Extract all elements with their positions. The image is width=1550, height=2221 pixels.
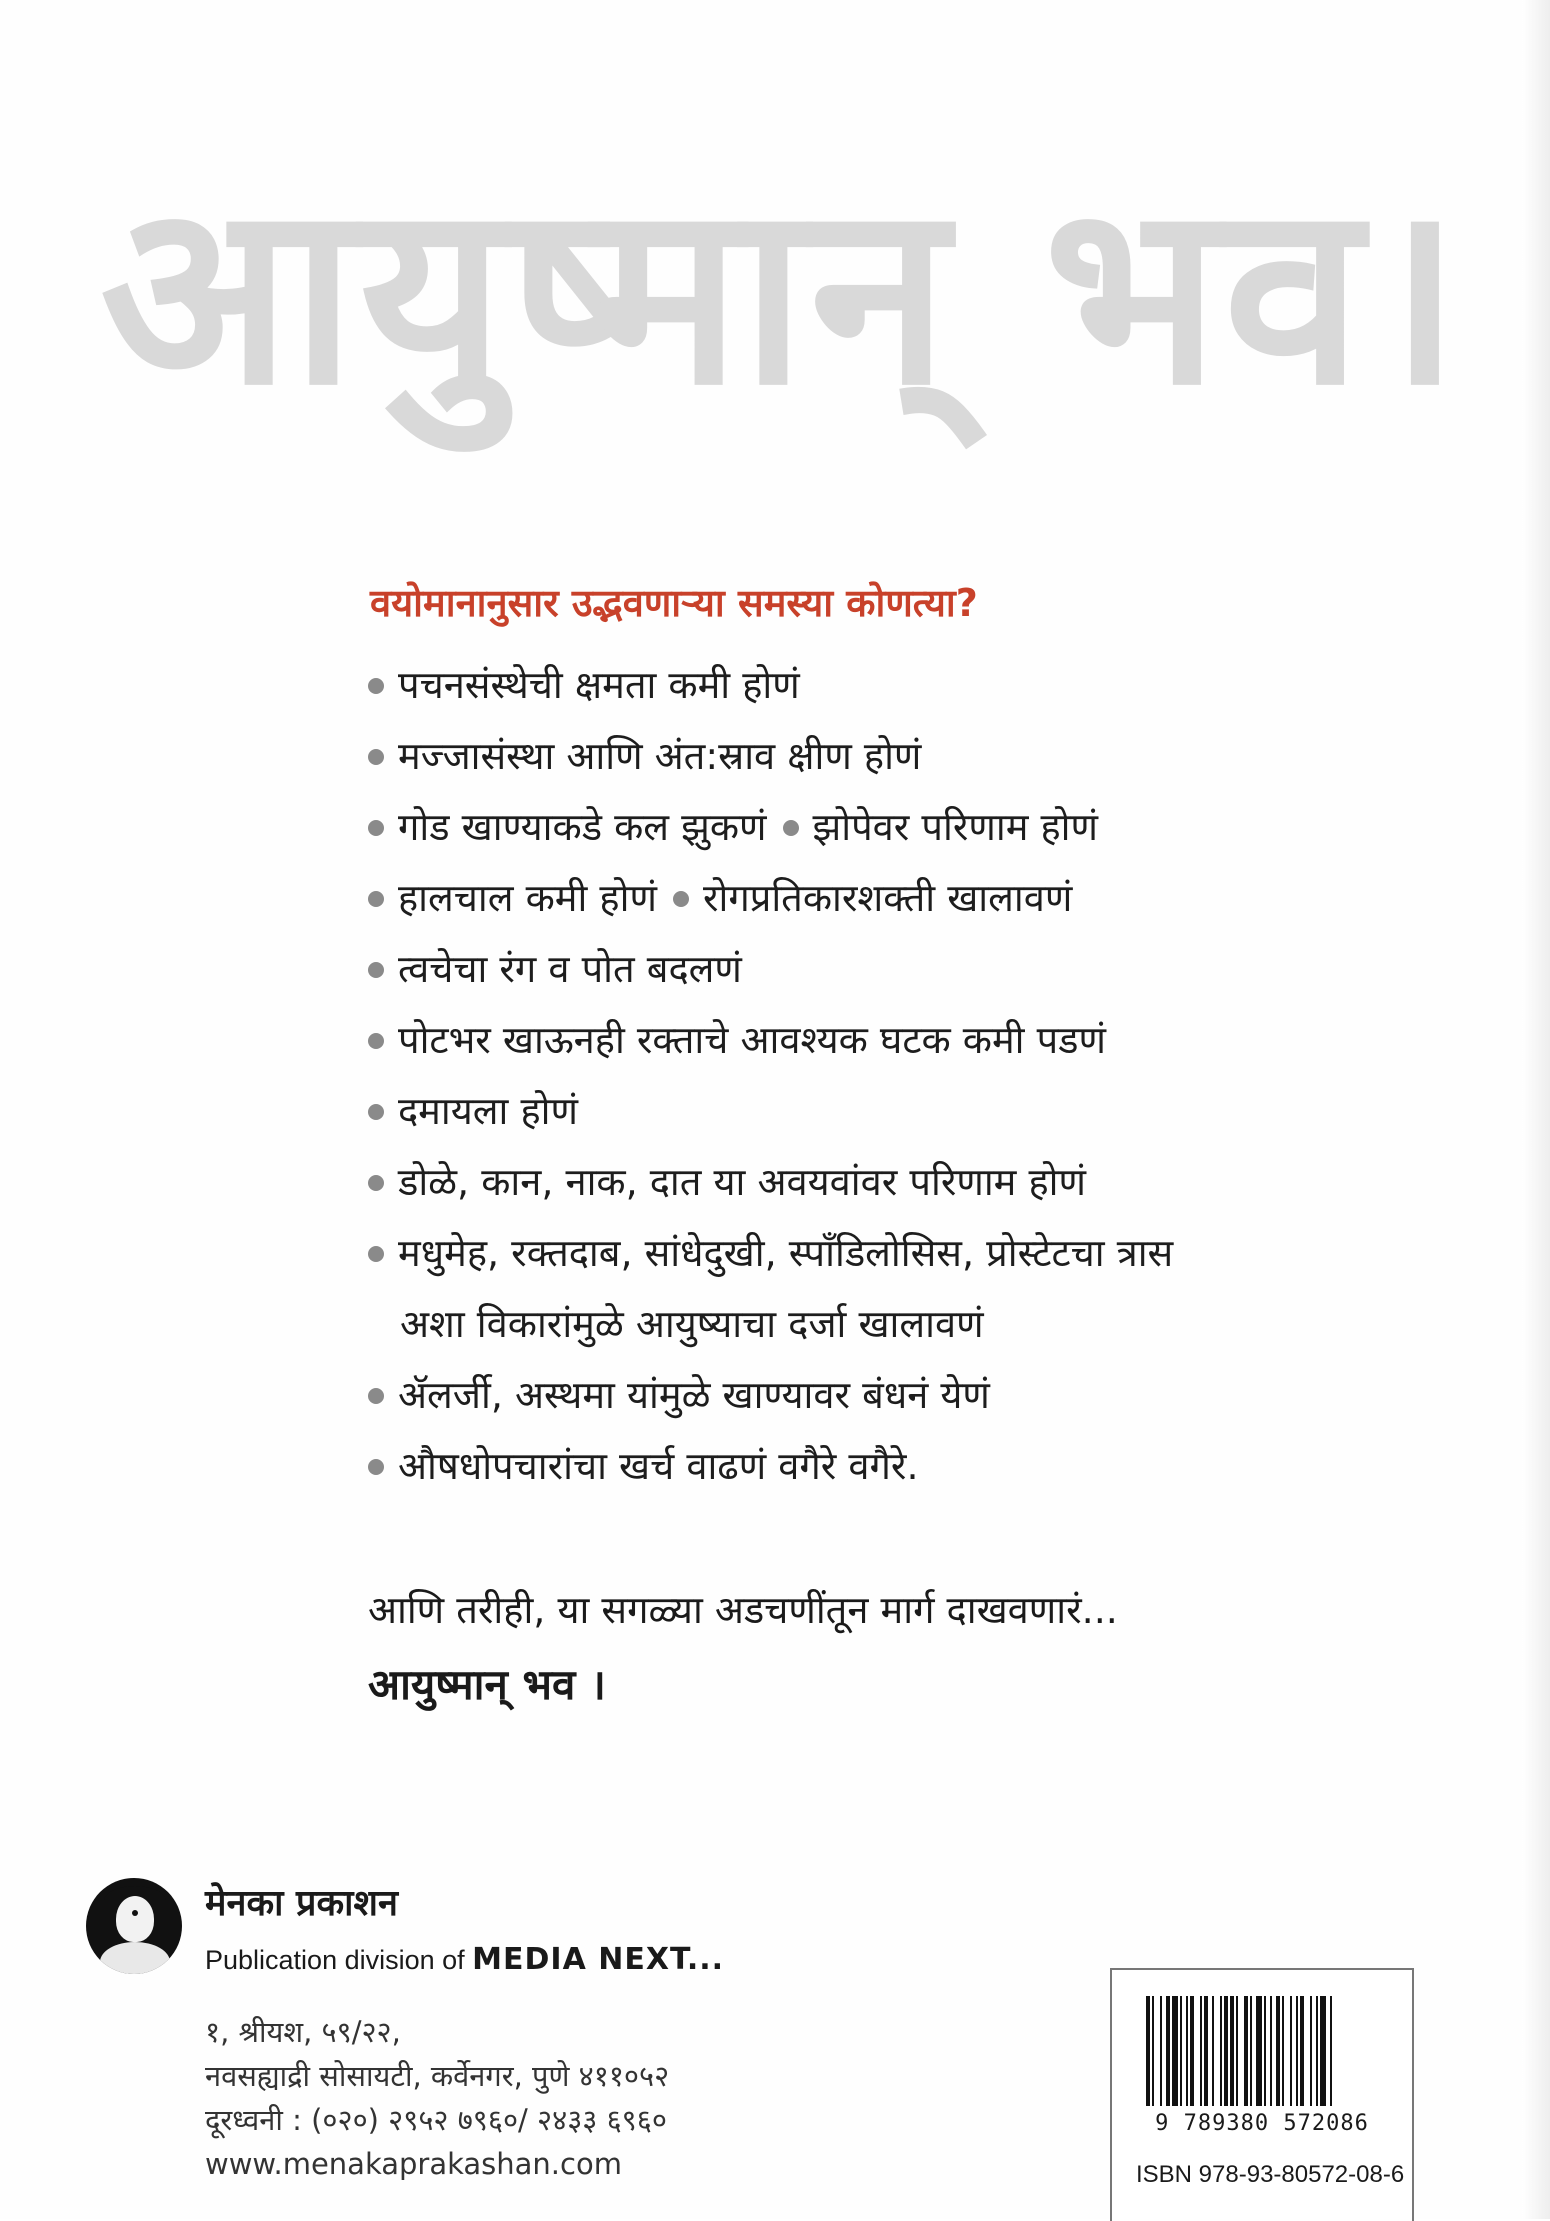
barcode-stripe <box>1244 1996 1248 2106</box>
list-item: मधुमेह, रक्तदाब, सांधेदुखी, स्पाँडिलोसिस, प्रोस्टेटचा त्रास <box>368 1218 1368 1289</box>
closing-title: आयुष्मान् भव । <box>368 1660 606 1709</box>
bullet-icon <box>368 1388 384 1404</box>
publisher-division: Publication division of MEDIA NEXT... <box>205 1942 725 1977</box>
isbn-number: ISBN 978-93-80572-08-6 <box>1136 2161 1405 2188</box>
list-item: त्वचेचा रंग व पोत बदलणं <box>368 934 1368 1005</box>
barcode-icon <box>1146 1996 1378 2106</box>
bullet-icon <box>368 1104 384 1120</box>
barcode-stripe <box>1282 1996 1284 2106</box>
barcode-stripe <box>1172 1996 1178 2106</box>
list-item: पचनसंस्थेची क्षमता कमी होणं <box>368 650 1368 721</box>
list-item: औषधोपचारांचा खर्च वाढणं वगैरे वगैरे. <box>368 1431 1368 1502</box>
bullet-icon <box>368 1175 384 1191</box>
watermark-title: आयुष्मान् भव। <box>100 149 1466 440</box>
problems-heading: वयोमानानुसार उद्भवणाऱ्या समस्या कोणत्या? <box>370 581 978 625</box>
phone-line: दूरध्वनी : (०२०) २९५२ ७९६०/ २४३३ ६९६० <box>205 2103 667 2137</box>
barcode-stripe <box>1316 1996 1318 2106</box>
barcode-stripe <box>1160 1996 1162 2106</box>
barcode-stripe <box>1190 1996 1194 2106</box>
problems-list <box>368 650 1368 1502</box>
bullet-icon <box>368 1246 384 1262</box>
barcode-stripe <box>1152 1996 1154 2106</box>
barcode-stripe <box>1230 1996 1234 2106</box>
bullet-icon <box>368 962 384 978</box>
bullet-icon <box>368 678 384 694</box>
list-item-continuation: अशा विकारांमुळे आयुष्याचा दर्जा खालावणं <box>400 1302 984 1346</box>
list-item: गोड खाण्याकडे कल झुकणं झोपेवर परिणाम होणं <box>368 792 1368 863</box>
bullet-icon <box>368 1033 384 1049</box>
barcode-stripe <box>1264 1996 1266 2106</box>
barcode-stripe <box>1146 1996 1150 2106</box>
barcode-stripe <box>1236 1996 1238 2106</box>
address-line: १, श्रीयश, ५९/२२, <box>205 2015 401 2049</box>
barcode-stripe <box>1296 1996 1298 2106</box>
barcode-stripe <box>1204 1996 1208 2106</box>
list-item: ॲलर्जी, अस्थमा यांमुळे खाण्यावर बंधनं येणं <box>368 1360 1368 1431</box>
barcode-stripe <box>1256 1996 1262 2106</box>
list-item: दमायला होणं <box>368 1076 1368 1147</box>
publisher-logo-icon <box>86 1878 182 1974</box>
barcode-stripe <box>1320 1996 1326 2106</box>
publisher-name: मेनका प्रकाशन <box>205 1883 398 1924</box>
barcode-stripe <box>1186 1996 1188 2106</box>
page-edge <box>1522 0 1550 2219</box>
barcode-stripe <box>1224 1996 1228 2106</box>
list-item: हालचाल कमी होणं रोगप्रतिकारशक्ती खालावणं <box>368 863 1368 934</box>
barcode-stripe <box>1310 1996 1312 2106</box>
media-next-brand: MEDIA NEXT... <box>472 1942 725 1977</box>
barcode-stripe <box>1180 1996 1182 2106</box>
barcode-digits: 9 789380 572086 <box>1155 2111 1369 2136</box>
barcode-stripe <box>1290 1996 1292 2106</box>
barcode-stripe <box>1300 1996 1304 2106</box>
closing-line: आणि तरीही, या सगळ्या अडचणींतून मार्ग दाखवणारं... <box>368 1588 1118 1632</box>
list-item: डोळे, कान, नाक, दात या अवयवांवर परिणाम होणं <box>368 1147 1368 1218</box>
list-item: मज्जासंस्था आणि अंत:स्राव क्षीण होणं <box>368 721 1368 792</box>
barcode-stripe <box>1200 1996 1202 2106</box>
bullet-icon <box>783 820 799 836</box>
bullet-icon <box>673 891 689 907</box>
bullet-icon <box>368 891 384 907</box>
barcode-stripe <box>1330 1996 1332 2106</box>
bullet-icon <box>368 820 384 836</box>
barcode-panel <box>1110 1968 1414 2221</box>
barcode-stripe <box>1166 1996 1170 2106</box>
barcode-stripe <box>1212 1996 1214 2106</box>
barcode-stripe <box>1220 1996 1222 2106</box>
barcode-stripe <box>1276 1996 1280 2106</box>
publisher-address <box>205 2010 669 2186</box>
bullet-icon <box>368 1459 384 1475</box>
bullet-icon <box>368 749 384 765</box>
barcode-stripe <box>1250 1996 1252 2106</box>
website-link[interactable]: www.menakaprakashan.com <box>205 2147 622 2181</box>
address-line: नवसह्याद्री सोसायटी, कर्वेनगर, पुणे ४११०५२ <box>205 2059 670 2093</box>
barcode-stripe <box>1270 1996 1272 2106</box>
list-item: पोटभर खाऊनही रक्ताचे आवश्यक घटक कमी पडणं <box>368 1005 1368 1076</box>
